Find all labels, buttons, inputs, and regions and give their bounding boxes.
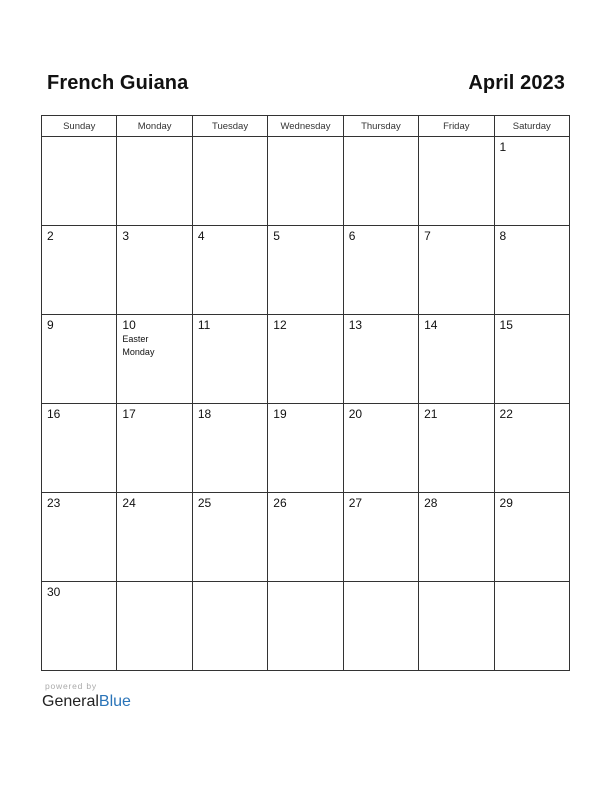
footer xyxy=(42,681,131,711)
day-number: 27 xyxy=(348,496,363,510)
day-number: 8 xyxy=(499,229,507,243)
day-cell xyxy=(343,404,418,493)
empty-day-cell xyxy=(494,582,569,671)
day-number: 29 xyxy=(499,496,513,510)
empty-day-cell xyxy=(117,137,192,226)
day-number: 6 xyxy=(348,229,356,243)
day-number: 16 xyxy=(47,407,61,421)
day-number: 5 xyxy=(273,229,280,243)
day-number: 1 xyxy=(499,140,507,154)
day-number: 17 xyxy=(122,407,136,421)
region-title: French Guiana xyxy=(47,72,189,94)
week-row xyxy=(42,137,570,226)
day-number: 14 xyxy=(424,318,438,332)
day-cell xyxy=(343,315,418,404)
brand-blue-text: Blue xyxy=(98,693,131,710)
day-cell xyxy=(268,315,343,404)
day-number: 25 xyxy=(197,496,212,510)
day-cell xyxy=(42,582,117,671)
day-number: 18 xyxy=(197,407,212,421)
brand-general-text: General xyxy=(42,693,99,710)
day-cell xyxy=(268,493,343,582)
day-cell xyxy=(42,315,117,404)
day-cell xyxy=(268,226,343,315)
day-number: 23 xyxy=(47,496,61,510)
day-cell xyxy=(117,226,192,315)
day-cell xyxy=(268,404,343,493)
empty-day-cell xyxy=(268,137,343,226)
day-number: 20 xyxy=(348,407,363,421)
month-title: April 2023 xyxy=(468,72,565,94)
day-number: 9 xyxy=(47,318,54,332)
weekday-header: Sunday xyxy=(42,116,117,137)
day-number: 13 xyxy=(348,318,363,332)
day-cell xyxy=(494,226,569,315)
day-cell xyxy=(494,493,569,582)
empty-day-cell xyxy=(192,582,267,671)
brand-logo xyxy=(42,693,131,711)
day-cell xyxy=(192,315,267,404)
day-number: 28 xyxy=(424,496,438,510)
day-number: 12 xyxy=(273,318,287,332)
weekday-header: Thursday xyxy=(343,116,418,137)
empty-day-cell xyxy=(343,582,418,671)
week-row xyxy=(42,582,570,671)
day-number: 3 xyxy=(122,229,130,243)
day-cell xyxy=(419,493,494,582)
day-number: 19 xyxy=(273,407,287,421)
day-number: 26 xyxy=(273,496,287,510)
week-row xyxy=(42,493,570,582)
day-cell xyxy=(192,404,267,493)
day-cell xyxy=(343,493,418,582)
day-number: 22 xyxy=(499,407,513,421)
empty-day-cell xyxy=(42,137,117,226)
weekday-header-row xyxy=(42,116,570,137)
weekday-header: Wednesday xyxy=(268,116,343,137)
week-row xyxy=(42,404,570,493)
day-cell xyxy=(117,493,192,582)
day-cell xyxy=(494,315,569,404)
day-number: 21 xyxy=(424,407,438,421)
day-number: 30 xyxy=(47,585,61,599)
day-number: 24 xyxy=(122,496,136,510)
empty-day-cell xyxy=(419,137,494,226)
day-cell xyxy=(42,226,117,315)
day-number: 10 xyxy=(122,318,136,332)
day-number: 15 xyxy=(499,318,513,332)
day-cell xyxy=(117,315,192,404)
weekday-header: Monday xyxy=(117,116,192,137)
empty-day-cell xyxy=(192,137,267,226)
day-number: 4 xyxy=(197,229,205,243)
day-cell xyxy=(42,493,117,582)
empty-day-cell xyxy=(117,582,192,671)
empty-day-cell xyxy=(268,582,343,671)
empty-day-cell xyxy=(419,582,494,671)
empty-day-cell xyxy=(343,137,418,226)
day-cell xyxy=(192,493,267,582)
day-number: 2 xyxy=(47,229,54,243)
powered-by-text: powered by xyxy=(45,681,97,691)
day-number: 11 xyxy=(197,318,211,332)
weekday-header: Tuesday xyxy=(192,116,267,137)
day-cell xyxy=(494,404,569,493)
week-row xyxy=(42,315,570,404)
day-cell xyxy=(419,404,494,493)
weekday-header: Friday xyxy=(419,116,494,137)
calendar-grid xyxy=(41,115,570,671)
day-cell xyxy=(42,404,117,493)
day-cell xyxy=(192,226,267,315)
day-cell xyxy=(419,226,494,315)
day-cell xyxy=(419,315,494,404)
day-cell xyxy=(494,137,569,226)
weekday-header: Saturday xyxy=(494,116,569,137)
day-cell xyxy=(343,226,418,315)
week-row xyxy=(42,226,570,315)
day-cell xyxy=(117,404,192,493)
day-number: 7 xyxy=(424,229,431,243)
holiday-label: Easter Monday xyxy=(122,334,155,357)
